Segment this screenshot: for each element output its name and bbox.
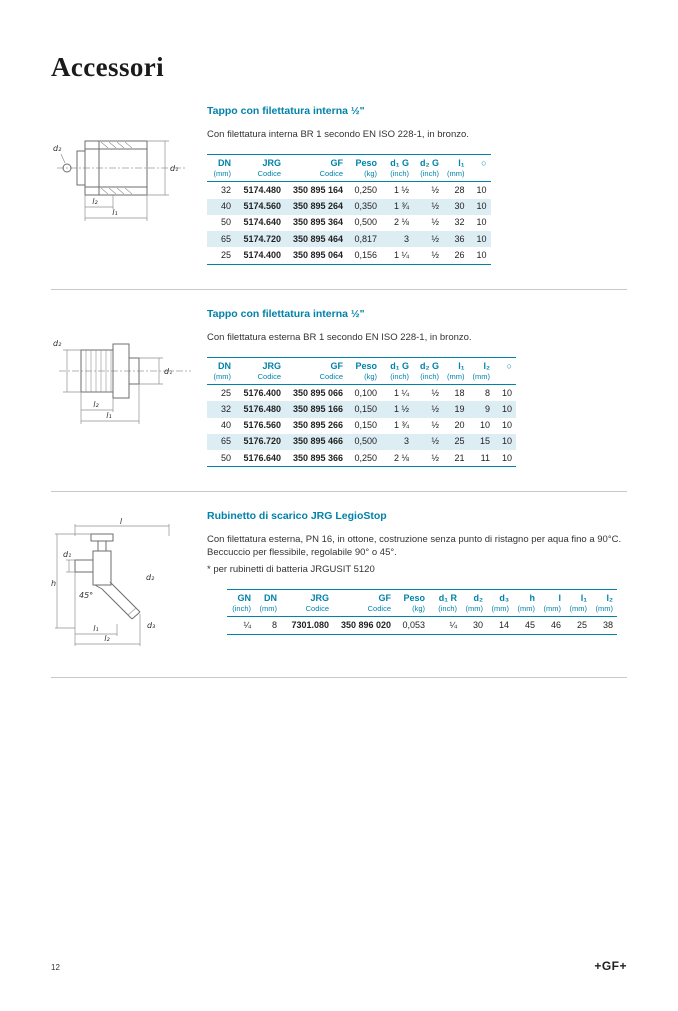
- table-cell: 9: [469, 401, 495, 417]
- column-unit: (inch): [413, 372, 443, 385]
- page-footer: [0, 959, 678, 973]
- spec-table: [207, 154, 491, 265]
- column-header: d₃: [487, 589, 513, 604]
- table-cell: ½: [431, 217, 439, 228]
- table-cell: 32: [220, 184, 231, 195]
- table-cell: 10: [494, 401, 516, 417]
- section-divider: [51, 677, 627, 678]
- table-cell: 11: [469, 450, 495, 467]
- column-header: Peso: [347, 357, 381, 372]
- table-cell: 3: [381, 231, 413, 247]
- column-unit: (kg): [347, 372, 381, 385]
- table-row: [207, 215, 491, 231]
- column-header: ○: [469, 154, 491, 169]
- table-cell: 19: [443, 401, 469, 417]
- dimension-label: 45°: [79, 591, 94, 601]
- section-cap-external-thread: [0, 290, 678, 492]
- table-cell: 2 ⅛: [393, 217, 409, 228]
- column-unit: (inch): [381, 169, 413, 182]
- page-number: 12: [51, 963, 60, 972]
- table-cell: 350 895 366: [285, 450, 347, 467]
- table-cell: 38: [591, 617, 617, 634]
- dimension-label: l₁: [106, 410, 112, 420]
- column-header: d₁ G: [381, 154, 413, 169]
- column-header: d₁ R: [429, 589, 461, 604]
- table-cell: 0,250: [354, 184, 377, 195]
- table-cell: 65: [207, 434, 235, 450]
- table-cell: ½: [431, 420, 439, 431]
- column-unit: Codice: [235, 372, 285, 385]
- table-cell: 10: [501, 387, 512, 398]
- table-cell: 350 895 164: [292, 184, 343, 195]
- column-unit: (mm): [207, 372, 235, 385]
- table-cell: 0,053: [395, 617, 429, 634]
- column-header: GF: [285, 154, 347, 169]
- table-row: [207, 418, 516, 434]
- technical-drawing-cap-internal: [51, 103, 207, 236]
- dimension-label: l₁: [112, 208, 118, 217]
- column-unit: (mm): [513, 604, 539, 617]
- dimension-label: l₂: [92, 197, 98, 206]
- table-cell: 10: [479, 420, 490, 431]
- table-cell: ½: [413, 247, 443, 264]
- dimension-label: d₁: [63, 550, 72, 560]
- table-cell: 20: [454, 420, 465, 431]
- table-cell: 30: [461, 617, 487, 634]
- dimension-label: d₃: [147, 621, 156, 631]
- dimension-label: d₂: [146, 573, 155, 583]
- gf-logo: +GF+: [594, 959, 627, 973]
- table-cell: 18: [454, 387, 465, 398]
- table-cell: 350 896 020: [333, 617, 395, 634]
- table-cell: 1 ¾: [393, 420, 409, 431]
- table-row: [207, 231, 491, 247]
- table-cell: 2 ⅛: [381, 450, 413, 467]
- table-cell: ½: [431, 387, 439, 398]
- table-cell: 14: [487, 617, 513, 634]
- table-cell: 10: [501, 420, 512, 431]
- column-unit: [494, 372, 516, 385]
- table-cell: ½: [413, 401, 443, 417]
- table-cell: 8: [484, 387, 490, 398]
- section-footnote: * per rubinetti di batteria JRGUSIT 5120: [207, 564, 375, 575]
- table-cell: 1 ½: [393, 184, 409, 195]
- table-cell: 0,817: [347, 231, 381, 247]
- table-cell: 5176.720: [235, 434, 285, 450]
- table-cell: 26: [443, 247, 469, 264]
- section-content: [207, 306, 627, 468]
- table-cell: ½: [413, 434, 443, 450]
- dimension-label: l: [119, 517, 123, 527]
- column-header: l₁: [443, 357, 469, 372]
- table-cell: 5176.560: [243, 420, 281, 431]
- dimension-label: l₂: [93, 399, 99, 409]
- column-header: JRG: [235, 154, 285, 169]
- table-cell: 350 895 064: [285, 247, 347, 264]
- dimension-label: h: [51, 579, 57, 589]
- column-unit: (inch): [227, 604, 255, 617]
- valve-handle: [91, 534, 113, 541]
- table-cell: 25: [220, 387, 231, 398]
- table-row: [207, 401, 516, 417]
- table-cell: 10: [469, 199, 491, 215]
- column-unit: (mm): [469, 372, 495, 385]
- technical-drawing-valve: [51, 508, 207, 653]
- table-cell: 350 895 466: [285, 434, 347, 450]
- table-cell: ½: [413, 199, 443, 215]
- column-header: DN: [207, 154, 235, 169]
- column-unit: Codice: [235, 169, 285, 182]
- column-unit: (mm): [207, 169, 235, 182]
- table-cell: 0,156: [347, 247, 381, 264]
- drain-valve-drawing: [51, 516, 201, 648]
- column-header: Peso: [347, 154, 381, 169]
- column-header: d₂ G: [413, 154, 443, 169]
- table-cell: 5174.720: [235, 231, 285, 247]
- table-cell: 0,500: [347, 434, 381, 450]
- table-cell: 350 895 266: [292, 420, 343, 431]
- column-header: Peso: [395, 589, 429, 604]
- table-cell: ½: [413, 450, 443, 467]
- dimension-label: d₁: [164, 366, 173, 376]
- column-unit: (kg): [347, 169, 381, 182]
- column-unit: (mm): [443, 372, 469, 385]
- section-cap-internal-thread: [0, 87, 678, 289]
- dimension-label: l₂: [104, 634, 110, 644]
- table-cell: 36: [443, 231, 469, 247]
- table-row: [207, 182, 491, 199]
- section-title: Tappo con filettatura interna ½": [207, 105, 365, 117]
- column-header: GF: [333, 589, 395, 604]
- table-cell: 30: [443, 199, 469, 215]
- table-cell: 10: [469, 247, 491, 264]
- column-unit: (mm): [565, 604, 591, 617]
- table-cell: ¼: [429, 617, 461, 634]
- table-cell: 0,250: [347, 450, 381, 467]
- table-cell: 50: [207, 450, 235, 467]
- table-cell: 1 ½: [381, 401, 413, 417]
- table-cell: 5176.640: [235, 450, 285, 467]
- section-title: Tappo con filettatura interna ½": [207, 307, 365, 320]
- column-unit: Codice: [285, 372, 347, 385]
- table-cell: 10: [476, 217, 487, 228]
- column-unit: (inch): [429, 604, 461, 617]
- table-cell: 32: [207, 401, 235, 417]
- column-header: l: [539, 589, 565, 604]
- table-cell: 5174.640: [243, 217, 281, 228]
- column-header: l₂: [469, 357, 495, 372]
- table-cell: 0,150: [347, 401, 381, 417]
- column-unit: (mm): [591, 604, 617, 617]
- column-header: d₁ G: [381, 357, 413, 372]
- column-header: h: [513, 589, 539, 604]
- section-description: Con filettatura esterna BR 1 secondo EN ISO 228-1, in bronzo.: [207, 331, 472, 343]
- spec-table: [207, 357, 516, 468]
- table-cell: ½: [413, 231, 443, 247]
- column-header: GF: [285, 357, 347, 372]
- table-cell: 10: [469, 231, 491, 247]
- cap-external-drawing: [51, 314, 201, 434]
- column-header: d₂ G: [413, 357, 443, 372]
- column-unit: [469, 169, 491, 182]
- table-cell: 5176.400: [243, 387, 281, 398]
- column-unit: (kg): [395, 604, 429, 617]
- section-title: Rubinetto di scarico JRG LegioStop: [207, 510, 387, 523]
- technical-drawing-cap-external: [51, 306, 207, 439]
- table-cell: 350 895 166: [285, 401, 347, 417]
- table-cell: 350 895 264: [285, 199, 347, 215]
- section-content: [207, 103, 627, 265]
- table-cell: 5176.480: [235, 401, 285, 417]
- column-unit: Codice: [333, 604, 395, 617]
- table-cell: 32: [454, 217, 465, 228]
- table-cell: 28: [454, 184, 465, 195]
- table-cell: 40: [220, 420, 231, 431]
- dimension-label: l₁: [93, 624, 99, 634]
- table-cell: 8: [255, 617, 281, 634]
- table-cell: 350 895 066: [292, 387, 343, 398]
- table-cell: 0,150: [354, 420, 377, 431]
- column-header: l₂: [591, 589, 617, 604]
- valve-spout: [102, 589, 132, 619]
- spec-table: [227, 589, 617, 635]
- table-cell: 7301.080: [281, 617, 333, 634]
- table-cell: 1 ¼: [381, 247, 413, 264]
- catalog-page: [0, 52, 678, 973]
- table-cell: 46: [539, 617, 565, 634]
- column-unit: (mm): [539, 604, 565, 617]
- dimension-label: d₂: [53, 144, 62, 153]
- column-header: JRG: [281, 589, 333, 604]
- page-title: Accessori: [51, 52, 165, 82]
- section-content: [207, 508, 627, 634]
- table-cell: 5174.400: [235, 247, 285, 264]
- table-cell: ¼: [227, 617, 255, 634]
- table-cell: 3: [381, 434, 413, 450]
- column-header: DN: [255, 589, 281, 604]
- column-header: l₁: [565, 589, 591, 604]
- section-drain-valve: [0, 492, 678, 677]
- column-unit: Codice: [285, 169, 347, 182]
- table-cell: 40: [207, 199, 235, 215]
- column-header: DN: [207, 357, 235, 372]
- table-cell: 0,500: [354, 217, 377, 228]
- valve-body: [93, 551, 111, 585]
- section-description: Con filettatura interna BR 1 secondo EN ISO 228-1, in bronzo.: [207, 129, 469, 140]
- column-header: JRG: [235, 357, 285, 372]
- table-row: [207, 450, 516, 467]
- table-cell: 10: [476, 184, 487, 195]
- dimension-label: d₂: [53, 338, 62, 348]
- table-cell: 1 ¾: [381, 199, 413, 215]
- column-unit: (mm): [461, 604, 487, 617]
- table-cell: 15: [469, 434, 495, 450]
- dimension-label: d₁: [170, 164, 179, 173]
- table-cell: 350 895 464: [285, 231, 347, 247]
- table-cell: 50: [220, 217, 231, 228]
- column-unit: (inch): [413, 169, 443, 182]
- table-cell: 0,350: [347, 199, 381, 215]
- table-cell: 25: [565, 617, 591, 634]
- table-cell: 25: [443, 434, 469, 450]
- cap-internal-drawing: [51, 111, 201, 231]
- table-cell: 1 ¼: [393, 387, 409, 398]
- table-cell: 0,100: [354, 387, 377, 398]
- column-unit: Codice: [281, 604, 333, 617]
- table-cell: 5174.480: [243, 184, 281, 195]
- table-cell: 10: [494, 450, 516, 467]
- table-cell: 25: [207, 247, 235, 264]
- table-cell: 45: [513, 617, 539, 634]
- valve-inlet: [75, 560, 93, 572]
- table-cell: 5174.560: [235, 199, 285, 215]
- table-row: [227, 617, 617, 634]
- table-cell: 21: [443, 450, 469, 467]
- table-cell: 350 895 364: [292, 217, 343, 228]
- column-unit: (inch): [381, 372, 413, 385]
- table-cell: 10: [494, 434, 516, 450]
- section-description: Con filettatura esterna, PN 16, in ottone, costruzione senza punto di ristagno per aqua fino a 90°C. Beccuccio per flessibile, regolabile 90° o 45°.: [207, 534, 622, 559]
- table-row: [207, 247, 491, 264]
- table-row: [207, 434, 516, 450]
- column-unit: (mm): [255, 604, 281, 617]
- table-cell: ½: [431, 184, 439, 195]
- column-unit: (mm): [487, 604, 513, 617]
- table-row: [207, 385, 516, 402]
- table-row: [207, 199, 491, 215]
- column-unit: (mm): [443, 169, 469, 182]
- table-cell: 65: [207, 231, 235, 247]
- column-header: d₂: [461, 589, 487, 604]
- column-header: l₁: [443, 154, 469, 169]
- column-header: ○: [494, 357, 516, 372]
- column-header: GN: [227, 589, 255, 604]
